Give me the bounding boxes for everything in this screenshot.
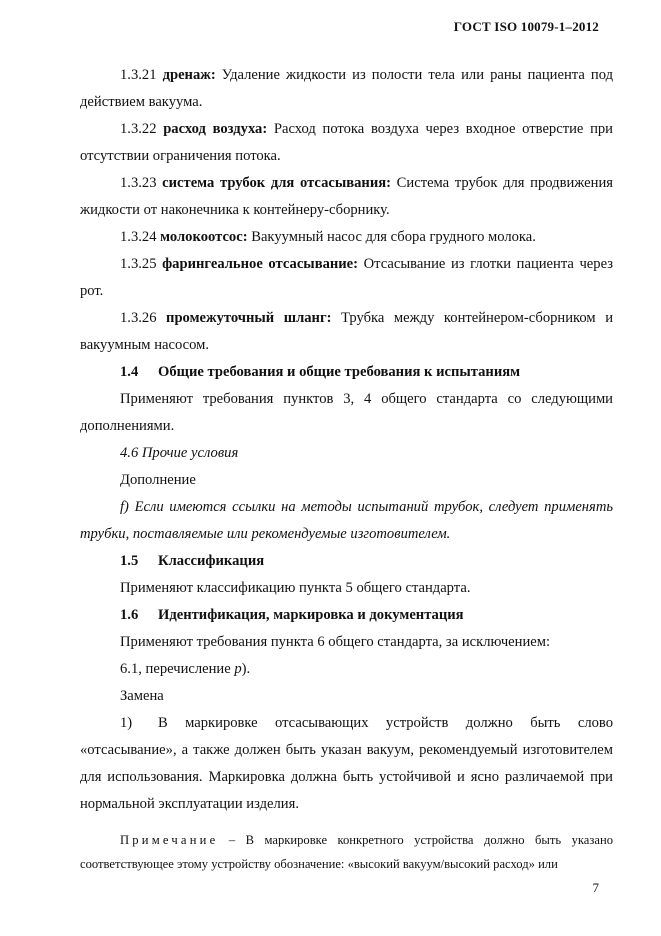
section-1-4-body: Применяют требования пунктов 3, 4 общего стандарта со следующими дополнениями. bbox=[80, 391, 613, 434]
definition-text: Трубка между контейнером-сборником и вакуумным насосом. bbox=[80, 310, 613, 353]
definition-1-3-25 bbox=[80, 251, 613, 305]
note bbox=[80, 828, 613, 876]
subsection-title: 4.6 Прочие условия bbox=[120, 445, 239, 461]
definition-number: 1.3.21 bbox=[120, 67, 157, 83]
section-number: 1.6 bbox=[120, 607, 139, 623]
item-f: f) Если имеются ссылки на методы испытаний трубок, следует применять трубки, поставляемые или рекомендуемые изготовителем. bbox=[80, 499, 613, 542]
listing-prefix: 6.1, перечисление bbox=[120, 661, 235, 677]
definition-text: Удаление жидкости из полости тела или раны пациента под действием вакуума. bbox=[80, 67, 613, 110]
section-1-5-body: Применяют классификацию пункта 5 общего стандарта. bbox=[120, 580, 471, 596]
section-number: 1.5 bbox=[120, 553, 139, 569]
list-item-text: В маркировке отсасывающих устройств должно быть слово «отсасывание», а также должен быть указан вакуум, рекомендуемый изготовителем для использования. Маркировка должна быть устойчивой и ясно различаемой при нормальной эксплуатации изделия. bbox=[80, 715, 613, 812]
list-item-number: 1) bbox=[120, 715, 133, 731]
listing-suffix: ). bbox=[241, 661, 251, 677]
section-title: Классификация bbox=[158, 553, 265, 569]
addition-label: Дополнение bbox=[120, 472, 196, 488]
note-text: – В маркировке конкретного устройства должно быть указано соответствующее этому устройству обозначение: «высокий вакуум/высокий расход» или bbox=[80, 833, 613, 871]
listing-letter: p bbox=[234, 661, 242, 677]
section-heading-1-6 bbox=[80, 602, 613, 629]
page-number: 7 bbox=[592, 880, 599, 895]
definition-term: дренаж: bbox=[162, 67, 216, 83]
definition-number: 1.3.22 bbox=[120, 121, 157, 137]
definition-number: 1.3.23 bbox=[120, 175, 157, 191]
list-item-1 bbox=[80, 710, 613, 818]
definition-term: расход воздуха: bbox=[163, 121, 268, 137]
definition-1-3-22 bbox=[80, 116, 613, 170]
section-number: 1.4 bbox=[120, 364, 139, 380]
section-heading-1-4 bbox=[80, 359, 613, 386]
definition-number: 1.3.26 bbox=[120, 310, 157, 326]
definition-text: Отсасывание из глотки пациента через рот. bbox=[80, 256, 613, 299]
definition-term: фарингеальное отсасывание: bbox=[162, 256, 359, 272]
definition-1-3-26 bbox=[80, 305, 613, 359]
document-header: ГОСТ ISO 10079-1–2012 bbox=[453, 19, 599, 34]
replacement-label: Замена bbox=[120, 688, 164, 704]
definition-1-3-24 bbox=[80, 224, 613, 251]
definition-number: 1.3.24 bbox=[120, 229, 157, 245]
section-title: Общие требования и общие требования к испытаниям bbox=[158, 364, 521, 380]
note-label: Примечание bbox=[120, 833, 219, 847]
definition-text: Система трубок для продвижения жидкости от наконечника к контейнеру-сборнику. bbox=[80, 175, 613, 218]
section-1-6-body: Применяют требования пункта 6 общего стандарта, за исключением: bbox=[120, 634, 551, 650]
section-title: Идентификация, маркировка и документация bbox=[158, 607, 464, 623]
listing-reference bbox=[80, 656, 613, 683]
definition-text: Вакуумный насос для сбора грудного молока. bbox=[251, 229, 536, 245]
definition-term: молокоотсос: bbox=[160, 229, 248, 245]
definition-number: 1.3.25 bbox=[120, 256, 157, 272]
section-heading-1-5 bbox=[80, 548, 613, 575]
definition-1-3-21 bbox=[80, 62, 613, 116]
definition-text: Расход потока воздуха через входное отверстие при отсутствии ограничения потока. bbox=[80, 121, 613, 164]
definition-1-3-23 bbox=[80, 170, 613, 224]
definition-term: система трубок для отсасывания: bbox=[162, 175, 391, 191]
page-content bbox=[80, 62, 613, 876]
definition-term: промежуточный шланг: bbox=[166, 310, 332, 326]
